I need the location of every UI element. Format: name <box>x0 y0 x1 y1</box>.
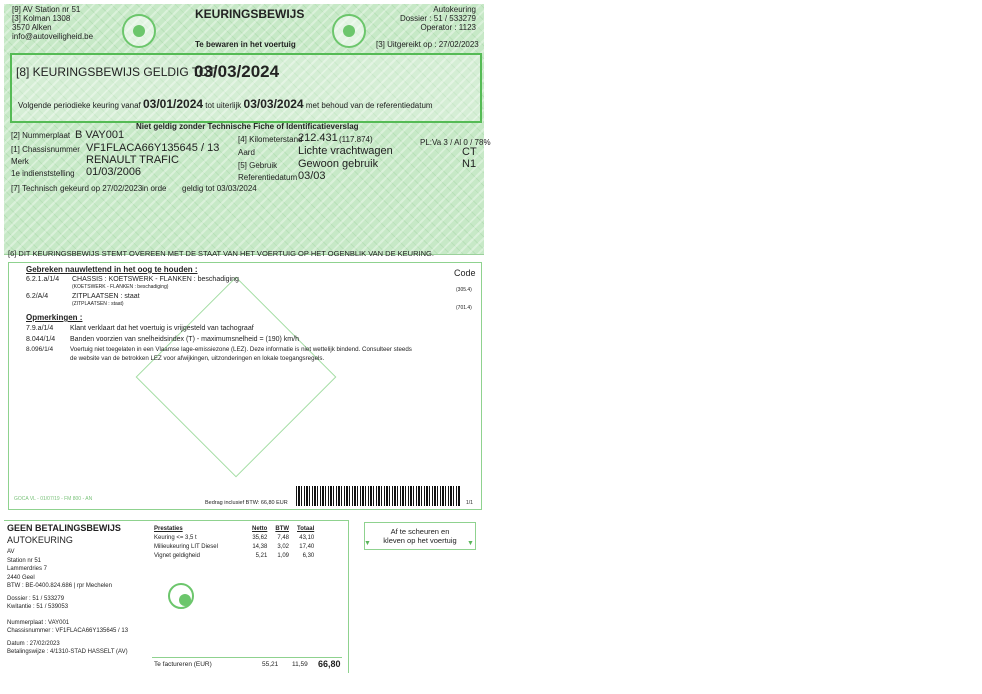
service-name: Vignet geldigheid <box>154 552 200 559</box>
bill-payment: Betalingswijze : 4/1310-STAD HASSELT (AV) <box>7 649 128 655</box>
defect-ref: (305.4) <box>456 287 472 293</box>
total-amount: 66,80 <box>318 659 341 669</box>
issued-date: [3] Uitgereikt op : 27/02/2023 <box>376 40 479 49</box>
defect-code: 6.2.1.a/1/4 <box>26 276 60 283</box>
next-to-date: 03/03/2024 <box>243 97 304 111</box>
first-reg-value: 01/03/2006 <box>86 166 142 178</box>
ref-label: Referentiedatum <box>238 173 298 182</box>
info-line: Operator : 1123 <box>420 23 476 32</box>
bill-subtitle: AUTOKEURING <box>7 535 73 545</box>
chassis-value: VF1FLACA66Y135645 / 13 <box>86 142 220 154</box>
defect-text: ZITPLAATSEN : staat <box>72 293 140 300</box>
bill-dossier: Dossier : 51 / 533279 <box>7 596 65 602</box>
tech-order: in orde <box>142 184 167 193</box>
km-extra: (117.874) <box>339 135 373 144</box>
netto: 5,21 <box>255 552 268 559</box>
bill-address-line: 2440 Geel <box>7 574 35 581</box>
defect-text: CHASSIS : KOETSWERK - FLANKEN : beschadiging <box>72 276 239 283</box>
type-label: Aard <box>238 148 255 157</box>
arrow-down-icon: ▼ <box>364 540 371 547</box>
remark-text: Banden voorzien van snelheidsindex (T) - maximumsnelheid = (190) km/h <box>70 336 299 343</box>
document-title: KEURINGSBEWIJS <box>195 7 305 21</box>
service-name: Keuring <= 3,5 t <box>154 534 197 541</box>
next-text: met behoud van de referentiedatum <box>305 101 433 110</box>
tech-valid: geldig tot 03/03/2024 <box>182 184 257 193</box>
remarks-heading: Opmerkingen : <box>26 313 83 322</box>
amount-incl: Bedrag inclusief BTW: 66,80 EUR <box>205 500 288 506</box>
btw: 1,09 <box>277 552 290 559</box>
col-header: Netto <box>252 525 268 532</box>
address-line: 3570 Alken <box>12 23 52 32</box>
remark-code: 8.096/1/4 <box>26 346 54 353</box>
eye-logo-icon <box>332 14 366 48</box>
bill-plate: Nummerplaat : VAY001 <box>7 620 70 626</box>
code-heading: Code <box>454 268 476 278</box>
tear-text: Af te scheuren en kleven op het voertuig <box>383 527 457 545</box>
document-subtitle: Te bewaren in het voertuig <box>195 40 296 49</box>
bill-address <box>7 548 112 591</box>
type-value: Lichte vrachtwagen <box>298 145 393 157</box>
remark-code: 8.044/1/4 <box>26 336 56 343</box>
use-label: [5] Gebruik <box>238 161 278 170</box>
defect-ref: (701.4) <box>456 305 472 311</box>
table-row <box>150 533 318 542</box>
arrow-down-icon: ▼ <box>467 540 474 547</box>
defect-sub: (KOETSWERK - FLANKEN : beschadiging) <box>72 284 169 290</box>
service-name: Milieukeuring LIT Diesel <box>154 543 218 550</box>
btw: 3,02 <box>277 543 290 550</box>
code-ct: CT <box>462 146 477 158</box>
info-line: Autokeuring <box>433 5 476 14</box>
info-line: Dossier : 51 / 533279 <box>399 14 476 23</box>
defects-heading: Gebreken nauwlettend in het oog te houden : <box>26 265 198 274</box>
plate-value: B VAY001 <box>75 129 125 141</box>
defect-code: 6.2/A/4 <box>26 293 49 300</box>
eye-logo-icon <box>168 583 194 609</box>
notice: Niet geldig zonder Technische Fiche of Identificatieverslag <box>136 122 359 131</box>
total-btw: 11,59 <box>292 661 308 668</box>
barcode <box>296 486 461 506</box>
right-info <box>400 5 476 32</box>
brand-value: RENAULT TRAFIC <box>86 154 179 166</box>
bill-address-line: Lammerdries 7 <box>7 566 48 572</box>
statement: [6] DIT KEURINGSBEWIJS STEMT OVEREEN MET DE STAAT VAN HET VOERTUIG OP HET OGENBLIK VAN DE KEURING. <box>8 249 434 258</box>
total: 6,30 <box>302 552 315 559</box>
bill-title: GEEN BETALINGSBEWIJS <box>7 523 121 533</box>
validity-label: [8] KEURINGSBEWIJS GELDIG TOT : <box>16 65 223 79</box>
total: 43,10 <box>299 534 315 541</box>
remark-text: Voertuig niet toegelaten in een Vlaamse lage-emissiezone (LEZ). Deze informatie is niet wettelijk bindend. Consulteer steeds <box>70 346 412 353</box>
next-text: Volgende periodieke keuring vanaf <box>18 101 141 110</box>
brand-label: Merk <box>11 157 29 166</box>
table-header-row <box>150 524 318 533</box>
next-inspection <box>18 97 433 111</box>
remark-text: de website van de betrokken LEZ voor afwijkingen, uitzonderingen en lokale toegangsregels. <box>70 355 325 362</box>
pl-info: PL:Va 3 / Al 0 / 78% <box>420 138 491 147</box>
address-line: [9] AV Station nr 51 <box>12 5 81 14</box>
remark-code: 7.9.a/1/4 <box>26 325 54 332</box>
remark-text: Klant verklaart dat het voertuig is vrijgesteld van tachograaf <box>70 325 254 332</box>
bill-kwitantie: Kwitantie : 51 / 539053 <box>7 604 69 610</box>
validity-date: 03/03/2024 <box>194 62 280 81</box>
next-text: tot uiterlijk <box>205 101 242 110</box>
ref-value: 03/03 <box>298 170 326 182</box>
tech-label: [7] Technisch <box>11 184 58 193</box>
col-header: BTW <box>275 525 290 532</box>
eye-logo-icon <box>122 14 156 48</box>
km-label: [4] Kilometerstand <box>238 135 303 144</box>
total-netto: 55,21 <box>262 661 279 668</box>
tear-off-box <box>364 522 476 550</box>
netto: 35,62 <box>252 534 268 541</box>
services-table <box>150 524 318 560</box>
bill-address-line: AV <box>7 549 15 555</box>
defect-sub: (ZITPLAATSEN : staat) <box>72 301 124 307</box>
chassis-label: [1] Chassisnummer <box>11 145 80 154</box>
form-code: GOCA VL - 01/07/19 - FM 800 - AN <box>14 496 93 502</box>
address-line: info@autoveiligheid.be <box>12 32 94 41</box>
next-from-date: 03/01/2024 <box>143 97 204 111</box>
tech-value: gekeurd op 27/02/2023 <box>60 184 143 193</box>
address-line: [3] Kolman 1308 <box>12 14 71 23</box>
bill-address-line: BTW : BE-0400.824.686 | rpr Mechelen <box>7 583 112 589</box>
code-n1: N1 <box>462 158 477 170</box>
total: 17,40 <box>299 543 315 550</box>
total-label: Te factureren (EUR) <box>154 661 212 668</box>
btw: 7,48 <box>277 534 290 541</box>
plate-label: [2] Nummerplaat <box>11 131 71 140</box>
col-header: Prestaties <box>154 525 183 532</box>
first-reg-label: 1e indienststelling <box>11 169 75 178</box>
validity-box <box>10 53 482 123</box>
total-divider <box>152 657 342 658</box>
bill-address-line: Station nr 51 <box>7 557 42 564</box>
table-row <box>150 551 318 560</box>
bill-date: Datum : 27/02/2023 <box>7 641 60 647</box>
station-address <box>12 5 93 41</box>
page-number: 1/1 <box>466 500 473 506</box>
km-value: 212.431 <box>298 132 338 144</box>
table-row <box>150 542 318 551</box>
col-header: Totaal <box>297 525 315 532</box>
netto: 14,38 <box>252 543 268 550</box>
bill-chassis: Chassisnummer : VF1FLACA66Y135645 / 13 <box>7 628 129 634</box>
use-value: Gewoon gebruik <box>298 158 379 170</box>
